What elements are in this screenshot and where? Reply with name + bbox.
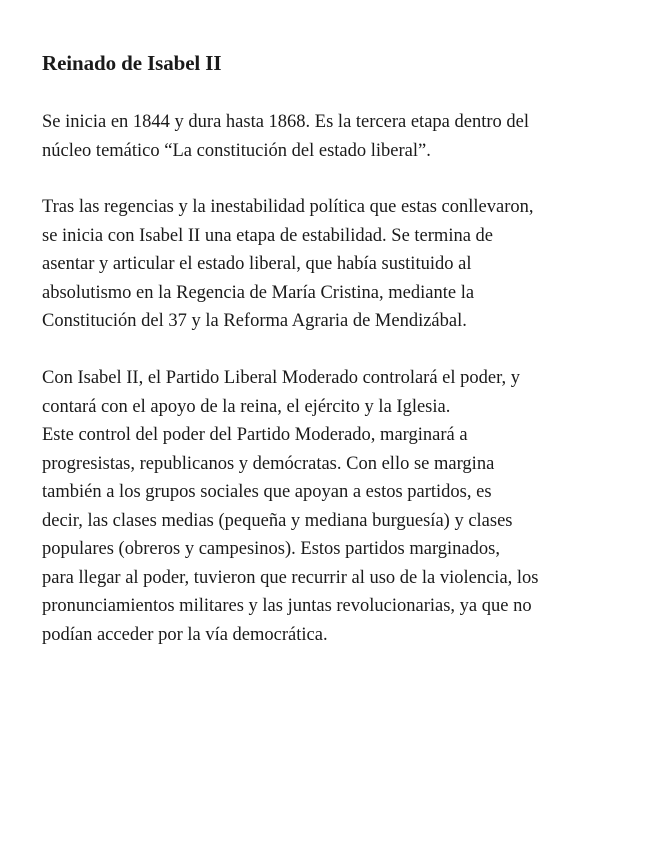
paragraph-line: para llegar al poder, tuvieron que recurrir al uso de la violencia, los [42,567,539,588]
paragraph-line: asentar y articular el estado liberal, que había sustituido al [42,254,472,274]
paragraph-stability [42,193,622,336]
paragraph-line: Este control del poder del Partido Moderado, marginará a [42,425,468,445]
paragraph-line: se inicia con Isabel II una etapa de estabilidad. Se termina de [42,225,494,246]
paragraph-line: núcleo temático “La constitución del estado liberal”. [42,140,431,161]
paragraph-line: Con Isabel II, el Partido Liberal Moderado controlará el poder, y [42,368,521,388]
paragraph-line: Tras las regencias y la inestabilidad política que estas conllevaron, [42,197,534,217]
paragraph-line: podían acceder por la vía democrática. [42,624,328,645]
paragraph-line: absolutismo en la Regencia de María Cristina, mediante la [42,282,475,303]
paragraph-line: decir, las clases medias (pequeña y mediana burguesía) y clases [42,510,513,531]
paragraph-line: Constitución del 37 y la Reforma Agraria de Mendizábal. [42,311,467,331]
document-title: Reinado de Isabel II [42,51,222,75]
paragraph-line: populares (obreros y campesinos). Estos partidos marginados, [42,539,500,559]
paragraph-intro [42,108,622,165]
paragraph-line: también a los grupos sociales que apoyan a estos partidos, es [42,482,492,502]
paragraph-line: progresistas, republicanos y demócratas. Con ello se margina [42,453,495,474]
paragraph-line: contará con el apoyo de la reina, el ejército y la Iglesia. [42,396,451,417]
paragraph-line: Se inicia en 1844 y dura hasta 1868. Es la tercera etapa dentro del [42,112,529,132]
paragraph-line: pronunciamientos militares y las juntas revolucionarias, ya que no [42,596,532,616]
paragraph-moderate-party [42,364,622,649]
